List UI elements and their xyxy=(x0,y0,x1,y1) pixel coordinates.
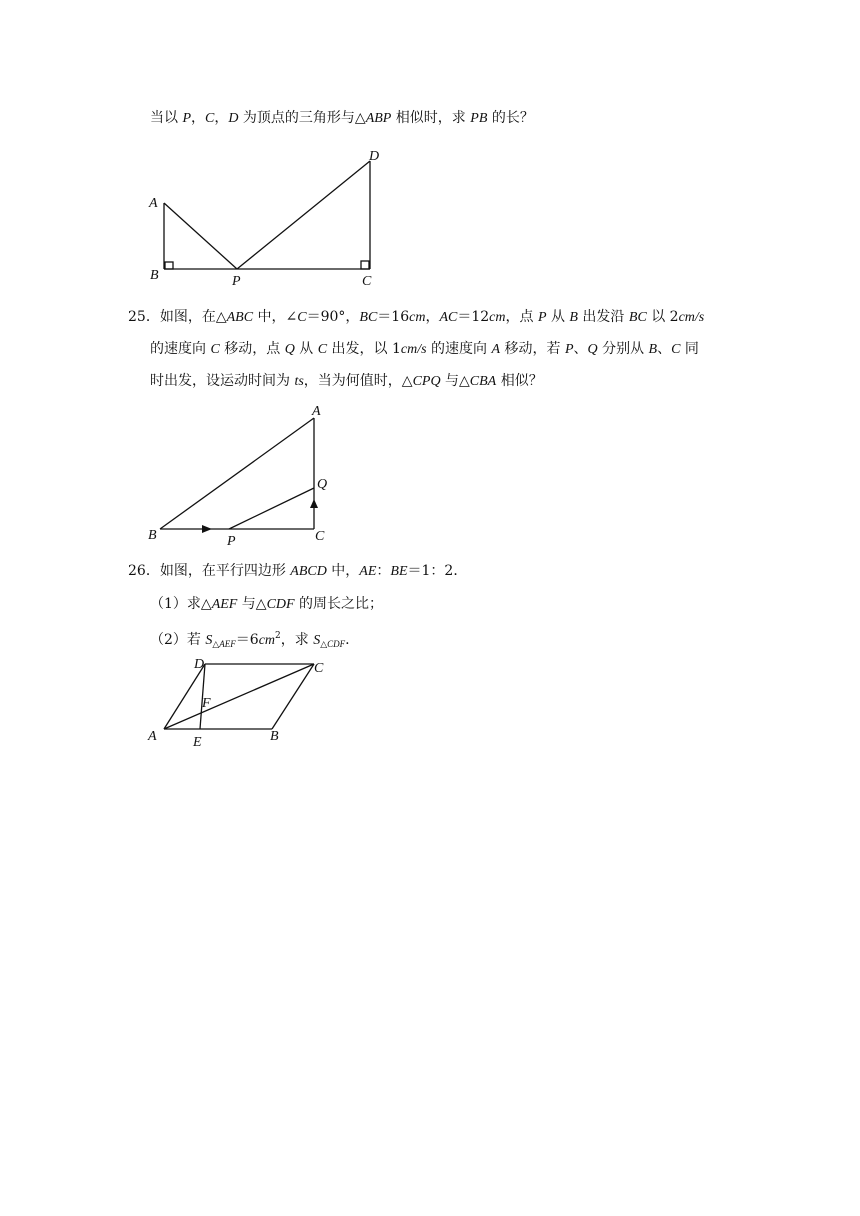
q26-label-F: F xyxy=(202,696,211,711)
q26-label-A: A xyxy=(148,729,157,744)
q24-label-D: D xyxy=(369,149,380,164)
q26-line-1: 26．如图，在平行四边形 ABCD 中，AE：BE＝1：2． xyxy=(128,563,468,579)
q26-label-B: B xyxy=(270,729,279,744)
q24-label-B: B xyxy=(150,268,159,283)
q25-label-P: P xyxy=(227,534,236,549)
q26-label-C: C xyxy=(314,661,324,676)
q24-label-A: A xyxy=(149,196,158,211)
q26-part-2: （2）若 $S_{\triangle AEF}=6cm^2$，求 $S_{\triangle CDF}$. xyxy=(150,631,350,649)
q25-label-C: C xyxy=(315,529,325,544)
q26-part-1: （1）求△AEF 与△CDF 的周长之比； xyxy=(150,596,384,612)
q26-label-D: D xyxy=(194,657,205,672)
q25-label-B: B xyxy=(148,528,157,543)
q24-label-C: C xyxy=(362,274,372,289)
q25-line-1: 25．如图，在△ABC 中，∠C＝90°，BC＝16cm，AC＝12cm，点 P 从 B 出发沿 BC 以 2cm/s xyxy=(128,309,705,325)
q25-line-2: 的速度向 C 移动，点 Q 从 C 出发，以 1cm/s 的速度向 A 移动，若 P、Q 分别从 B、C 同 xyxy=(150,341,699,357)
q25-line-3: 时出发，设运动时间为 ts，当为何值时，△CPQ 与△CBA 相似？ xyxy=(150,373,543,389)
q25-label-Q: Q xyxy=(317,477,328,492)
q24-label-P: P xyxy=(232,274,241,289)
q24-question-text: 当以 P，C，D 为顶点的三角形与△ABP 相似时，求 PB 的长？ xyxy=(150,110,534,126)
q25-label-A: A xyxy=(312,404,321,419)
q26-label-E: E xyxy=(193,735,202,750)
